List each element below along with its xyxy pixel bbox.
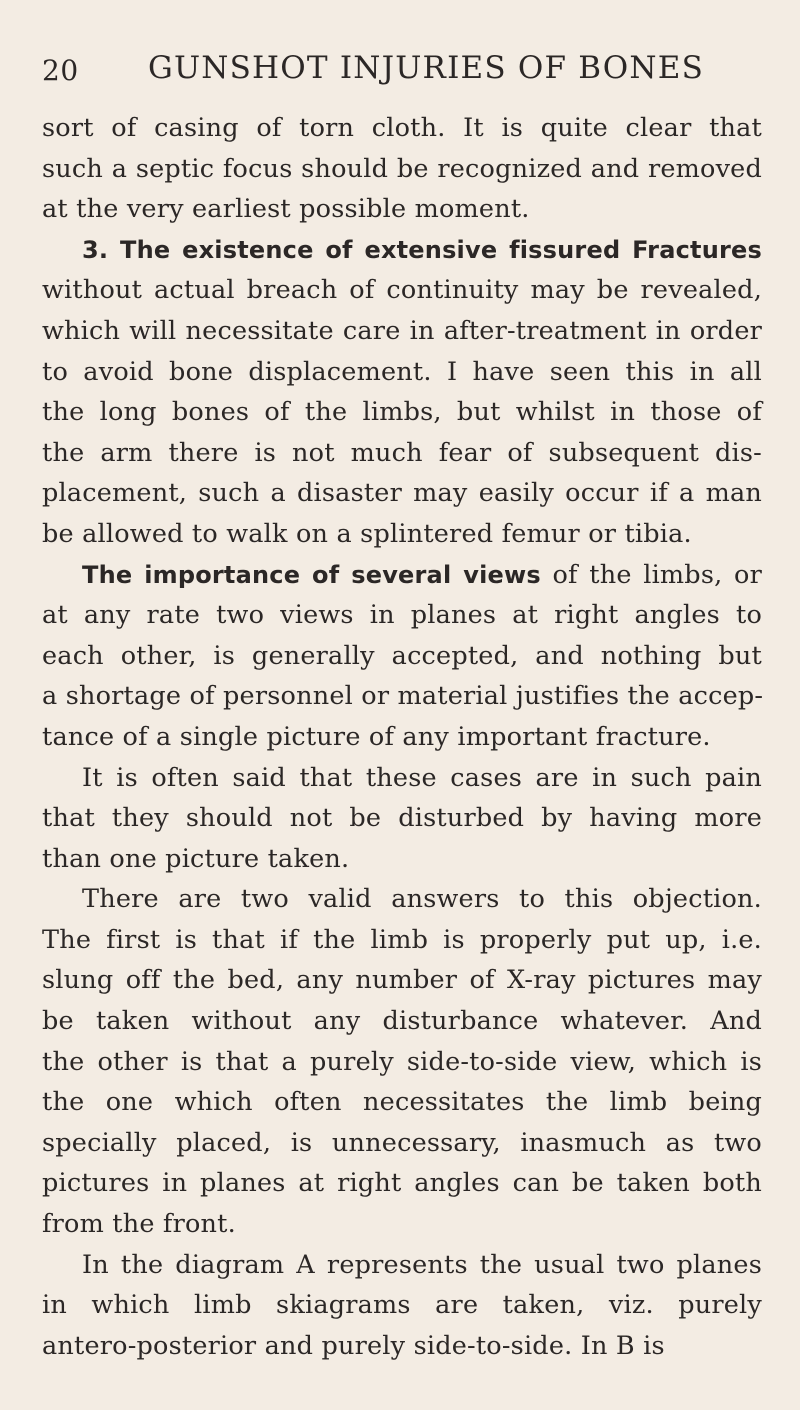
text-run: without actual breach of continuity may be revealed,: [42, 275, 762, 306]
paragraph-start-line: [42, 879, 762, 920]
text-run: at the very earliest possible moment.: [42, 194, 530, 225]
text-run: a shortage of personnel or material justifies the accep-: [42, 681, 764, 712]
text-run: The first is that if the limb is properly put up, i.e.: [42, 924, 762, 955]
text-line: [42, 839, 762, 880]
text-run: specially placed, is unnecessary, inasmuch as two: [42, 1127, 762, 1158]
text-run: than one picture taken.: [42, 843, 350, 874]
paragraph-start-line: [42, 758, 762, 799]
text-line: [42, 149, 762, 190]
text-line: [42, 798, 762, 839]
text-run: the other is that a purely side-to-side view, which is: [42, 1046, 762, 1077]
text-run: in which limb skiagrams are taken, viz. purely: [42, 1290, 762, 1321]
text-line: [42, 1204, 762, 1245]
text-line: [42, 108, 762, 149]
text-line: [42, 960, 762, 1001]
text-run: antero-posterior and purely side-to-side. In B is: [42, 1330, 665, 1361]
body-text: [42, 108, 762, 1366]
text-run: that they should not be disturbed by having more: [42, 803, 762, 834]
text-line: [42, 189, 762, 230]
paragraph-start-line: [42, 1245, 762, 1286]
text-line: [42, 1042, 762, 1083]
text-line: [42, 676, 762, 717]
text-run: It is often said that these cases are in such pain: [82, 762, 762, 793]
text-line: [42, 636, 762, 677]
text-line: [42, 1001, 762, 1042]
bold-run: The importance of several views: [82, 560, 541, 589]
text-line: [42, 1123, 762, 1164]
text-run: pictures in planes at right angles can be taken both: [42, 1168, 762, 1199]
text-run: to avoid bone displacement. I have seen this in all: [42, 356, 762, 387]
text-run: from the front.: [42, 1209, 236, 1240]
text-run: In the diagram A represents the usual two planes: [82, 1249, 762, 1280]
text-line: [42, 433, 762, 474]
text-run: at any rate two views in planes at right angles to: [42, 600, 762, 631]
text-line: [42, 392, 762, 433]
text-line: [42, 1326, 762, 1367]
running-head: GUNSHOT INJURIES OF BONES: [148, 50, 705, 86]
paragraph-start-line: [42, 230, 762, 271]
text-run: each other, is generally accepted, and nothing but: [42, 640, 762, 671]
text-run: slung off the bed, any number of X-ray pictures may: [42, 965, 762, 996]
text-run: the long bones of the limbs, but whilst in those of: [42, 397, 762, 428]
paragraph-start-line: [42, 555, 762, 596]
text-run: such a septic focus should be recognized and removed: [42, 153, 762, 184]
text-run: There are two valid answers to this objection.: [82, 884, 762, 915]
text-line: [42, 473, 762, 514]
bold-run: 3. The existence of extensive fissured Fractures: [82, 235, 762, 264]
text-run: sort of casing of torn cloth. It is quite clear that: [42, 113, 762, 143]
text-line: [42, 1163, 762, 1204]
text-line: [42, 920, 762, 961]
text-line: [42, 595, 762, 636]
text-run: placement, such a disaster may easily occur if a man: [42, 478, 762, 509]
text-line: [42, 1082, 762, 1123]
text-run: the arm there is not much fear of subsequent dis-: [42, 437, 762, 468]
text-run: tance of a single picture of any important fracture.: [42, 721, 711, 752]
text-line: [42, 717, 762, 758]
text-run: the one which often necessitates the limb being: [42, 1087, 762, 1118]
text-line: [42, 270, 762, 311]
text-line: [42, 311, 762, 352]
text-run: be allowed to walk on a splintered femur or tibia.: [42, 518, 692, 549]
text-line: [42, 1285, 762, 1326]
text-line: [42, 352, 762, 393]
text-line: [42, 514, 762, 555]
text-run: which will necessitate care in after-treatment in order: [42, 315, 762, 346]
text-run: be taken without any disturbance whatever. And: [42, 1006, 762, 1037]
text-run: of the limbs, or: [540, 559, 762, 590]
page-number: 20: [42, 54, 79, 87]
